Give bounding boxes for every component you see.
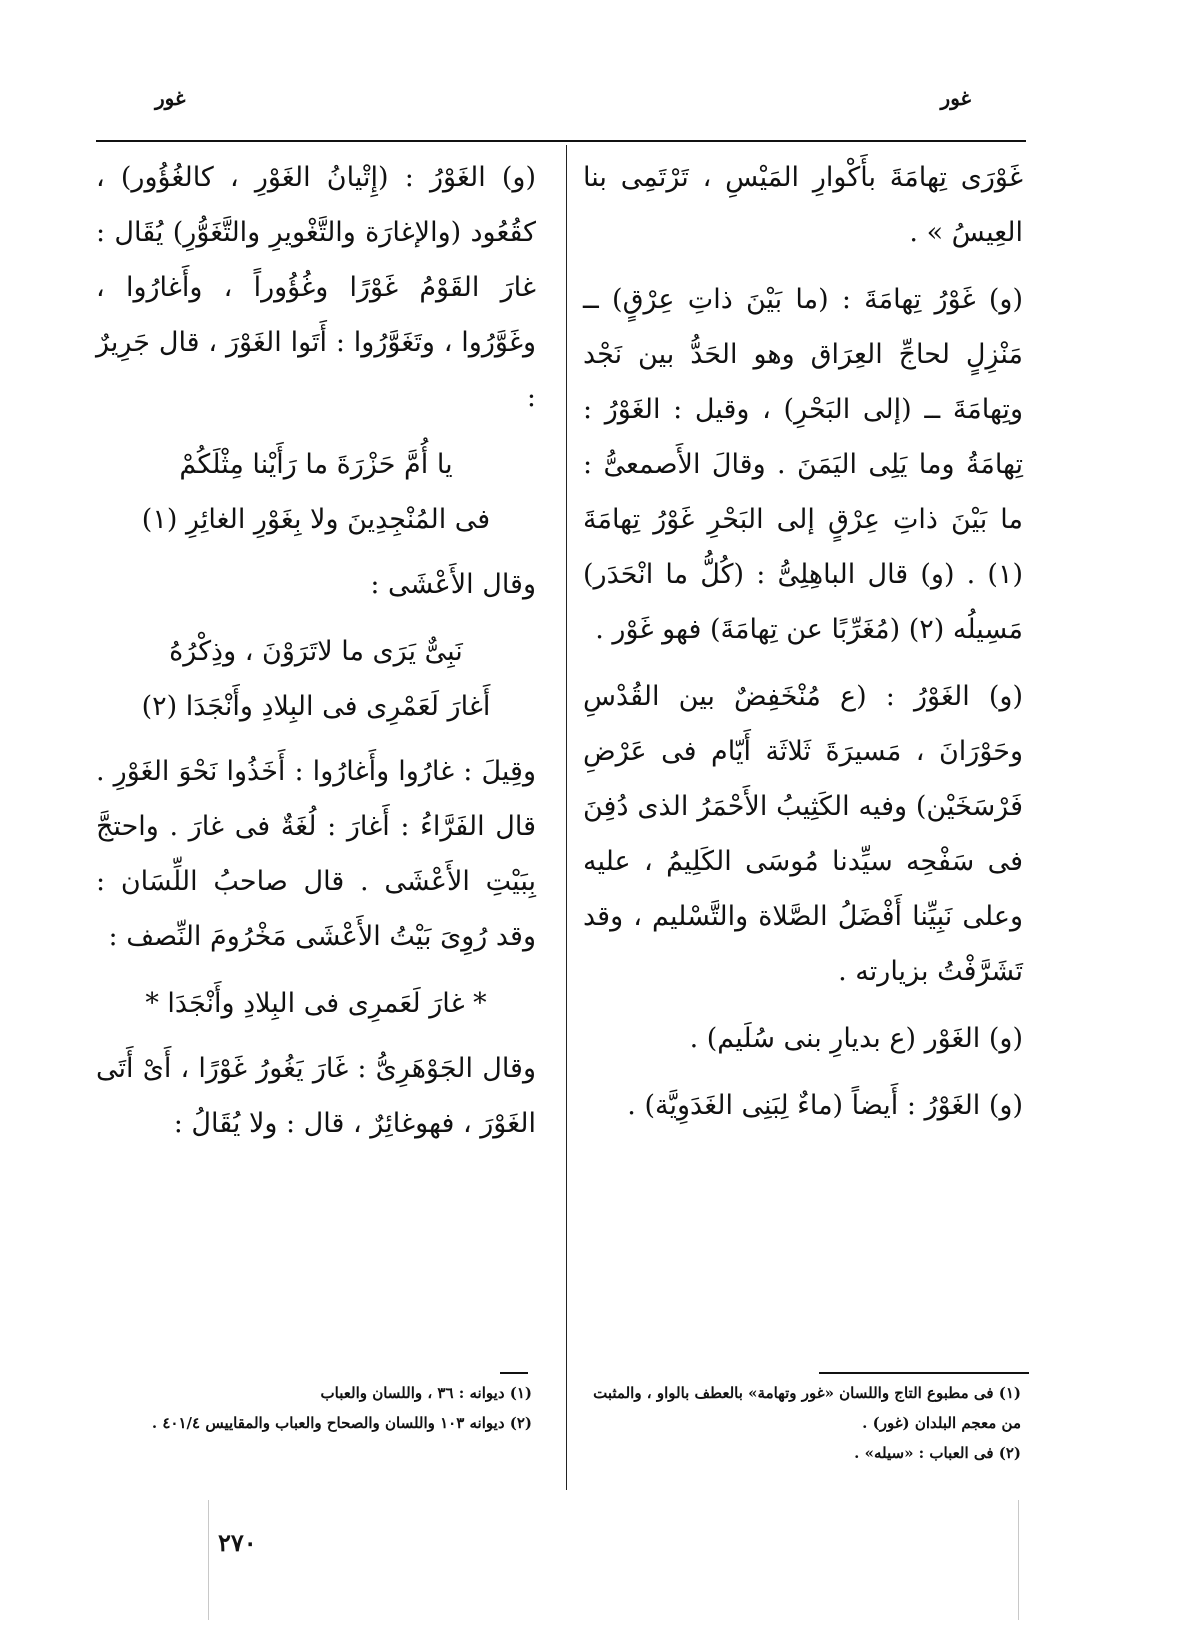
entry-paragraph: وقِيلَ : غارُوا وأَغارُوا : أَخَذُوا نَحْوَ الغَوْرِ . قال الفَرَّاءُ : أَغارَ : لُغَةٌ فى غارَ . واحتجَّ بِبَيْتِ الأَعْشَى . قال صاحبُ اللِّسَان : وقد رُوِىَ بَيْتُ الأَعْشَى مَخْرُومَ النِّصف : [96,756,536,952]
footnote: (٢) فى العباب : «سيله» . [854,1444,1021,1462]
running-head-left: غور [155,86,186,110]
verse-line: فى المُنْجِدِينَ ولا بِغَوْرِ الغائِرِ (١) [141,504,491,535]
footnotes-left [92,1378,532,1438]
footnote: (٢) ديوانه ١٠٣ واللسان والصحاح والعباب والمقاييس ٤٠١/٤ . [151,1414,532,1432]
right-column [583,150,1023,1145]
scan-mark [1018,1500,1019,1620]
footnote: (١) فى مطبوع التاج واللسان «غور وتهامة» بالعطف بالواو ، والمثبت من معجم البلدان (غور) . [593,1384,1021,1432]
entry-paragraph: (و) الغَوْر (ع بديارِ بنى سُلَيم) . [689,1023,1023,1054]
poetry-verse [96,624,536,734]
entry-paragraph: (و) الغَوْرُ : (إِتْيانُ الغَوْرِ ، كالغُؤُور) ، كقُعُود (والإغارَة والتَّغْويرِ والتَّغَوُّرِ) يُقَال : غارَ القَوْمُ غَوْرًا وغُؤُوراً ، وأَغارُوا ، وغَوَّرُوا ، وتَغَوَّرُوا : أَتَوا الغَوْرَ ، قال جَرِيرٌ : [96,162,536,413]
entry-paragraph: (و) الغَوْرُ : أَيضاً (ماءٌ لِبَنِى الغَدَوِيَّة) . [627,1090,1023,1121]
verse-line: يا أُمَّ حَزْرَةَ ما رَأَيْنا مِثْلَكُمْ [179,449,453,480]
entry-paragraph: (و) الغَوْرُ : (ع مُنْخَفِضٌ بين القُدْسِ وحَوْرَانَ ، مَسيرَةَ ثَلاثَة أَيّام فى عَرْضِ فَرْسَخَيْن) وفيه الكَثِيبُ الأَحْمَرُ الذى دُفِنَ فى سَفْحِه سيِّدنا مُوسَى الكَلِيمُ ، عليه وعلى نَبِيِّنا أَفْضَلُ الصَّلاة والتَّسْليم ، وقد تَشَرَّفْتُ بزيارته . [583,681,1023,987]
scan-mark [208,1500,209,1620]
poetry-verse [96,437,536,547]
header-rule [96,140,1026,142]
verse-line: أَغارَ لَعَمْرِى فى البِلادِ وأَنْجَدَا (٢) [141,691,491,722]
footnote: (١) ديوانه : ٣٦ ، واللسان والعباب [320,1384,532,1402]
footnote-rule [819,1372,1029,1374]
entry-paragraph: غَوْرَى تِهامَةَ بأَكْوارِ المَيْسِ ، تَرْتَمِى بنا العِيسُ » . [583,162,1023,248]
page-number: ٢٧٠ [218,1528,257,1557]
left-column [96,150,536,1163]
verse-line: نَبِىٌّ يَرَى ما لاتَرَوْنَ ، وذِكْرُهُ [169,636,463,667]
footnotes-right [581,1378,1021,1468]
poetry-verse [96,976,536,1031]
entry-paragraph: وقال الأَعْشَى : [370,569,536,600]
entry-paragraph: وقال الجَوْهَرِىُّ : غَارَ يَغُورُ غَوْرًا ، أَىْ أَتَى الغَوْرَ ، فهوغائِرٌ ، قال : ولا يُقَالُ : [96,1053,536,1139]
entry-paragraph: (و) غَوْرُ تِهامَةَ : (ما بَيْنَ ذاتِ عِرْقٍ) ــ مَنْزِلٍ لحاجِّ العِرَاق وهو الحَدُّ بين نَجْد وتِهامَةَ ــ (إلى البَحْرِ) ، وقيل : الغَوْرُ : تِهامَةُ وما يَلِى اليَمَنَ . وقالَ الأَصمعىُّ : ما بَيْنَ ذاتِ عِرْقٍ إلى البَحْرِ غَوْرُ تِهامَةَ (١) . (و) قال الباهِلِىُّ : (كُلُّ ما انْحَدَر) مَسِيلُه (٢) (مُغَرِّبًا عن تِهامَةَ) فهو غَوْر . [583,284,1023,645]
verse-line: * غارَ لَعَمرِى فى البِلادِ وأَنْجَدَا * [145,988,487,1019]
column-divider [566,145,567,1490]
running-head-right: غور [940,86,971,110]
footnote-rule [500,1372,528,1374]
